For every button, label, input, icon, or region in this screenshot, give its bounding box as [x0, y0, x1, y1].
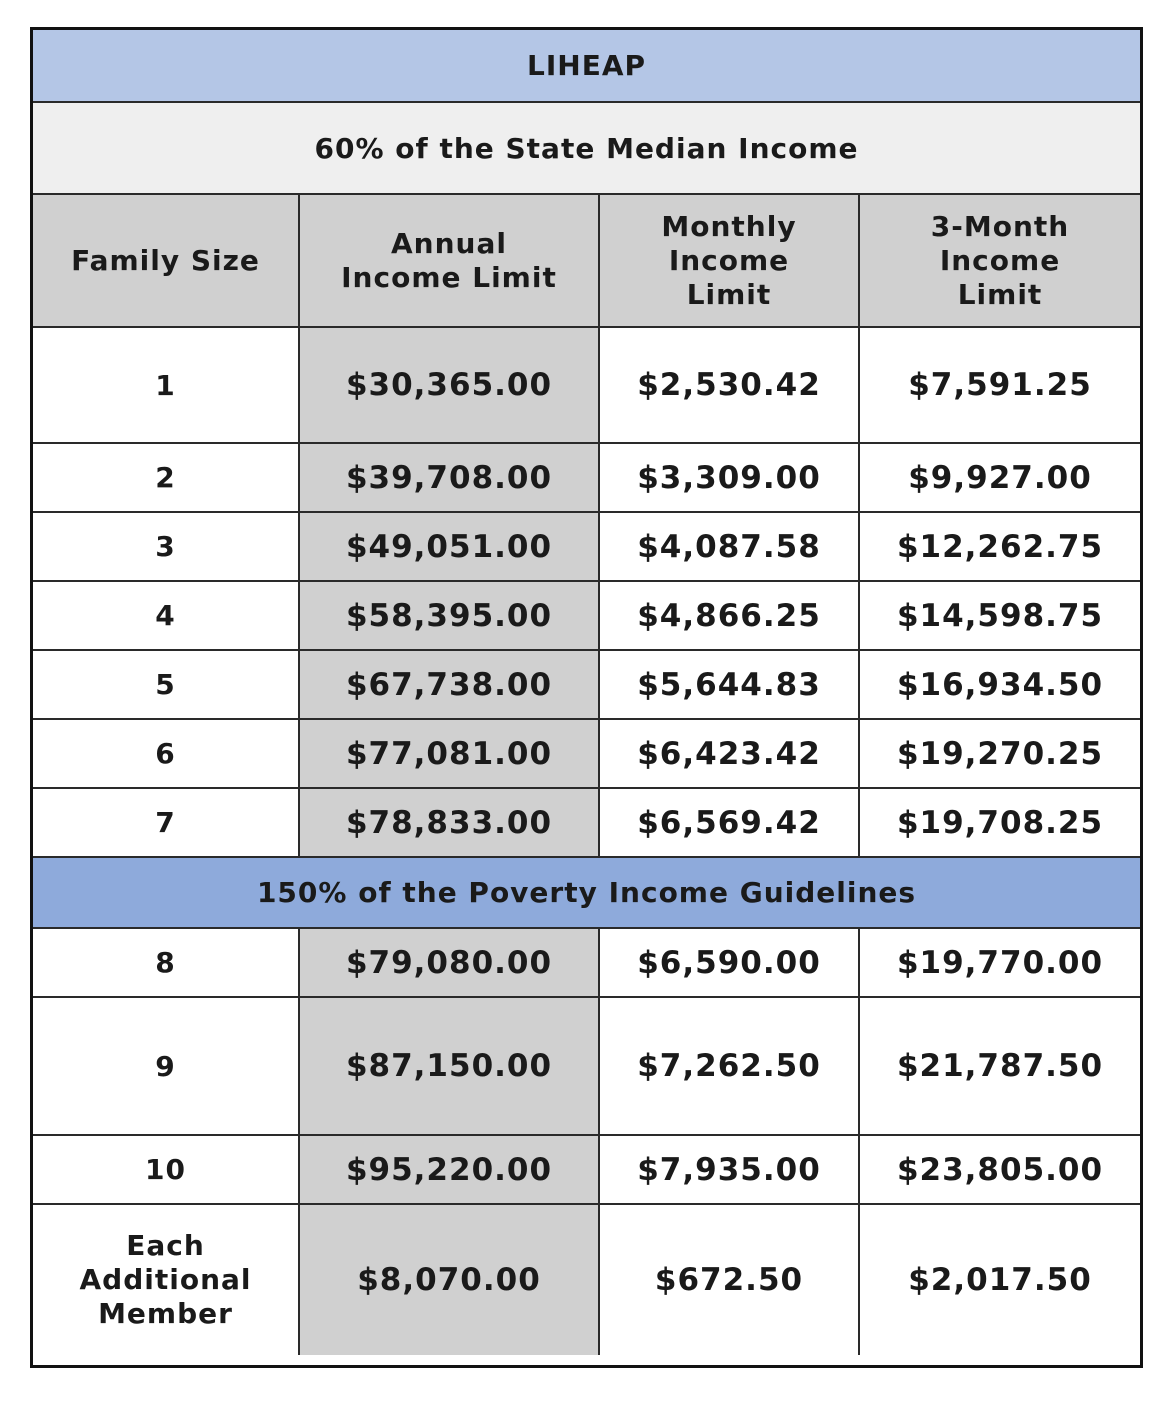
monthly-income-cell: $3,309.00 — [599, 443, 859, 512]
three-month-income-cell: $19,708.25 — [859, 788, 1140, 857]
table-row — [33, 512, 1140, 581]
family-size-cell: 9 — [33, 997, 299, 1135]
table-row — [33, 581, 1140, 650]
family-size-cell: 1 — [33, 327, 299, 443]
monthly-income-cell: $6,569.42 — [599, 788, 859, 857]
table-row — [33, 928, 1140, 997]
family-size-cell: 2 — [33, 443, 299, 512]
three-month-income-cell: $16,934.50 — [859, 650, 1140, 719]
annual-income-cell: $79,080.00 — [299, 928, 599, 997]
header-monthly-income-limit: Monthly Income Limit — [599, 194, 859, 327]
monthly-income-cell: $5,644.83 — [599, 650, 859, 719]
column-header-row — [33, 194, 1140, 327]
annual-income-cell: $67,738.00 — [299, 650, 599, 719]
monthly-income-cell: $7,262.50 — [599, 997, 859, 1135]
annual-income-cell: $49,051.00 — [299, 512, 599, 581]
section-header-row — [33, 857, 1140, 928]
three-month-income-cell: $23,805.00 — [859, 1135, 1140, 1204]
monthly-income-cell: $672.50 — [599, 1204, 859, 1355]
monthly-income-cell: $4,866.25 — [599, 581, 859, 650]
three-month-income-cell: $2,017.50 — [859, 1204, 1140, 1355]
family-size-cell: 6 — [33, 719, 299, 788]
annual-income-cell: $87,150.00 — [299, 997, 599, 1135]
three-month-income-cell: $12,262.75 — [859, 512, 1140, 581]
liheap-income-table — [33, 30, 1140, 1355]
three-month-income-cell: $9,927.00 — [859, 443, 1140, 512]
header-family-size: Family Size — [33, 194, 299, 327]
three-month-income-cell: $21,787.50 — [859, 997, 1140, 1135]
family-size-cell: Each Additional Member — [33, 1204, 299, 1355]
three-month-income-cell: $19,270.25 — [859, 719, 1140, 788]
annual-income-cell: $95,220.00 — [299, 1135, 599, 1204]
three-month-income-cell: $7,591.25 — [859, 327, 1140, 443]
table-row — [33, 1204, 1140, 1355]
monthly-income-cell: $6,590.00 — [599, 928, 859, 997]
annual-income-cell: $78,833.00 — [299, 788, 599, 857]
header-3-month-income-limit: 3-Month Income Limit — [859, 194, 1140, 327]
annual-income-cell: $30,365.00 — [299, 327, 599, 443]
family-size-cell: 3 — [33, 512, 299, 581]
family-size-cell: 4 — [33, 581, 299, 650]
section-header-poverty-guidelines: 150% of the Poverty Income Guidelines — [33, 857, 1140, 928]
table-row — [33, 1135, 1140, 1204]
table-row — [33, 788, 1140, 857]
liheap-income-table-frame — [30, 27, 1143, 1368]
table-title: LIHEAP — [33, 30, 1140, 102]
table-title-row — [33, 30, 1140, 102]
family-size-cell: 7 — [33, 788, 299, 857]
three-month-income-cell: $14,598.75 — [859, 581, 1140, 650]
table-subtitle: 60% of the State Median Income — [33, 102, 1140, 194]
table-subtitle-row — [33, 102, 1140, 194]
annual-income-cell: $8,070.00 — [299, 1204, 599, 1355]
annual-income-cell: $77,081.00 — [299, 719, 599, 788]
family-size-cell: 5 — [33, 650, 299, 719]
monthly-income-cell: $4,087.58 — [599, 512, 859, 581]
table-row — [33, 719, 1140, 788]
table-row — [33, 327, 1140, 443]
monthly-income-cell: $2,530.42 — [599, 327, 859, 443]
three-month-income-cell: $19,770.00 — [859, 928, 1140, 997]
annual-income-cell: $58,395.00 — [299, 581, 599, 650]
family-size-cell: 8 — [33, 928, 299, 997]
table-row — [33, 650, 1140, 719]
monthly-income-cell: $6,423.42 — [599, 719, 859, 788]
family-size-cell: 10 — [33, 1135, 299, 1204]
table-row — [33, 997, 1140, 1135]
annual-income-cell: $39,708.00 — [299, 443, 599, 512]
header-annual-income-limit: Annual Income Limit — [299, 194, 599, 327]
table-row — [33, 443, 1140, 512]
monthly-income-cell: $7,935.00 — [599, 1135, 859, 1204]
